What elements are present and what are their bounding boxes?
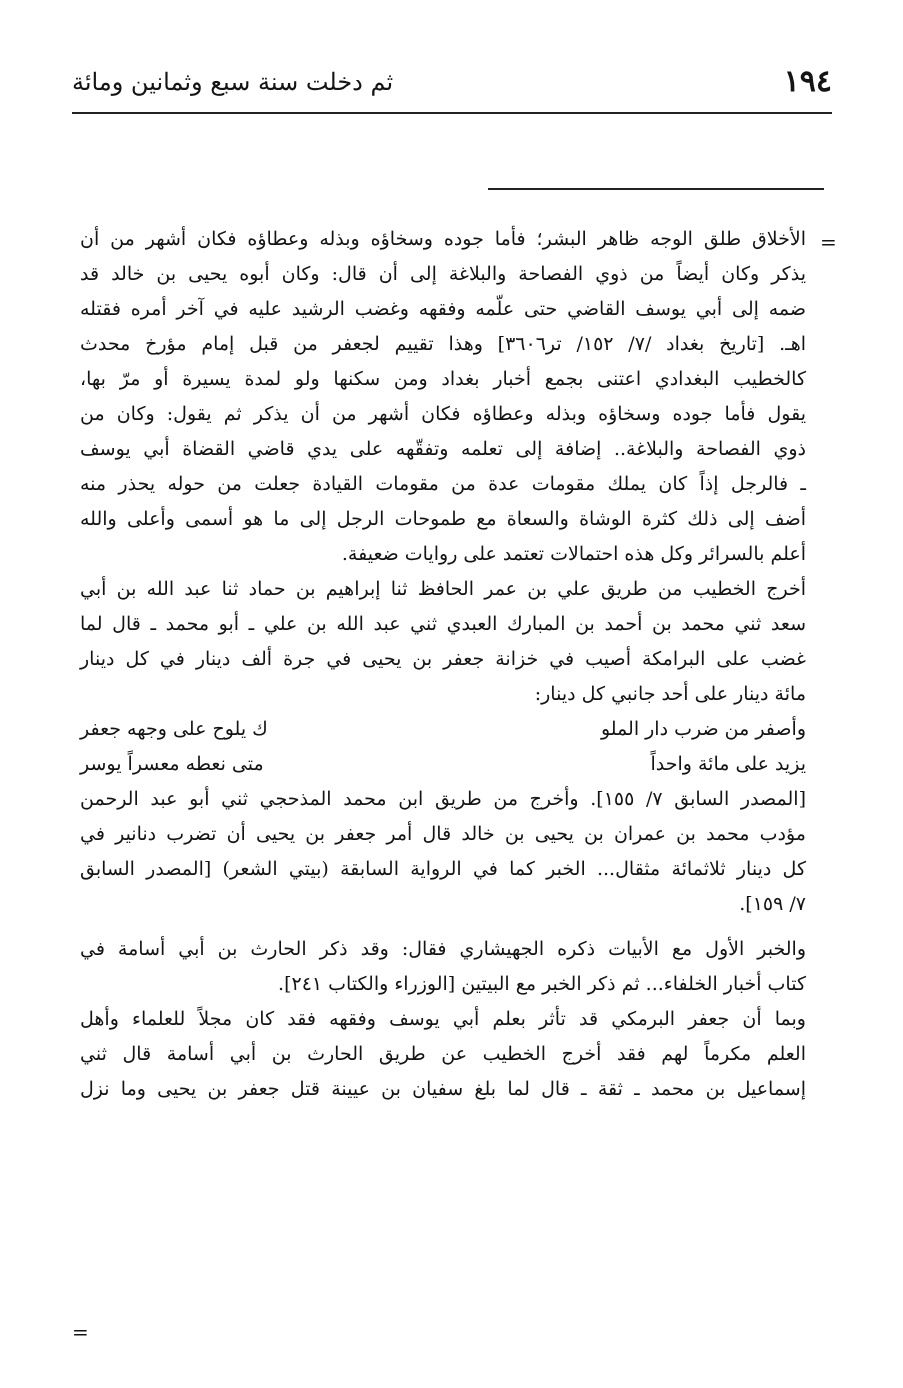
- verse-second-hemistich: ك يلوح على وجهه جعفر: [80, 718, 268, 740]
- text-line: مائة دينار على أحد جانبي كل دينار:: [534, 683, 806, 705]
- text-line: ذوي الفصاحة والبلاغة.. إضافة إلى تعلمه وتفقّهه على يدي قاضي القضاة أبي يوسف: [80, 438, 806, 460]
- text-line: كتاب أخبار الخلفاء... ثم ذكر الخبر مع البيتين [الوزراء والكتاب ٢٤١].: [278, 973, 806, 995]
- paragraph: [80, 782, 806, 922]
- text-line: أخرج الخطيب من طريق علي بن عمر الحافظ ثنا إبراهيم بن حماد ثنا عبد الله بن أبي: [80, 578, 806, 600]
- text-line: أضف إلى ذلك كثرة الوشاة والسعاة مع طموحات الرجل إلى ما هو أسمى وأعلى والله: [80, 508, 806, 530]
- page-number: ١٩٤: [783, 64, 832, 99]
- verse-second-hemistich: متى نعطه معسراً يوسر: [80, 753, 264, 775]
- paragraph: [80, 572, 806, 712]
- running-title: ثم دخلت سنة سبع وثمانين ومائة: [72, 68, 394, 96]
- header-rule: [72, 112, 832, 114]
- page-header: [72, 60, 832, 112]
- verse-first-hemistich: وأصفر من ضرب دار الملو: [600, 718, 806, 740]
- text-line: العلم مكرماً لهم فقد أخرج الخطيب عن طريق الحارث بن أبي أسامة قال ثني: [80, 1043, 806, 1065]
- continuation-mark-end: =: [72, 1320, 89, 1344]
- text-line: وبما أن جعفر البرمكي قد تأثر بعلم أبي يوسف وفقهه فقد كان مجلاً للعلماء وأهل: [80, 1008, 806, 1030]
- text-line: والخبر الأول مع الأبيات ذكره الجهيشاري فقال: وقد ذكر الحارث بن أبي أسامة في: [80, 938, 806, 960]
- continuation-mark-start: =: [820, 230, 837, 254]
- footnote-body: [80, 222, 806, 1107]
- footnote-rule: [488, 188, 824, 190]
- text-line: يقول فأما جوده وسخاؤه وبذله وعطاؤه فكان أشهر من أن يذكر ثم يقول: وكان من: [80, 403, 806, 425]
- verse-line: [80, 712, 806, 747]
- text-line: ضمه إلى أبي يوسف القاضي حتى علّمه وفقهه وغضب الرشيد عليه في آخر أمره فقتله: [80, 298, 806, 320]
- text-line: ٧/ ١٥٩].: [739, 893, 806, 915]
- text-line: مؤدب محمد بن عمران بن يحيى بن خالد قال أمر جعفر بن يحيى أن تضرب دنانير في: [80, 823, 806, 845]
- text-line: يذكر وكان أيضاً من ذوي الفصاحة والبلاغة إلى أن قال: وكان أبوه يحيى بن خالد قد: [80, 263, 806, 285]
- text-line: اهـ. [تاريخ بغداد /٧/ ١٥٢/ تر٣٦٠٦] وهذا تقييم لجعفر من قبل إمام مؤرخ محدث: [80, 333, 806, 355]
- poem: [80, 712, 806, 782]
- text-line: كل دينار ثلاثمائة مثقال... الخبر كما في الرواية السابقة (بيتي الشعر) [المصدر السابق: [80, 858, 806, 880]
- text-line: [المصدر السابق ٧/ ١٥٥]. وأخرج من طريق ابن محمد المذحجي ثني أبو عبد الرحمن: [80, 788, 806, 810]
- verse-line: [80, 747, 806, 782]
- text-line: إسماعيل بن محمد ـ ثقة ـ قال لما بلغ سفيان بن عيينة قتل جعفر بن يحيى وما نزل: [80, 1078, 806, 1100]
- paragraph: [80, 1002, 806, 1107]
- text-line: غضب على البرامكة أصيب في خزانة جعفر بن يحيى في جرة ألف دينار في كل دينار: [80, 648, 806, 670]
- text-line: الأخلاق طلق الوجه ظاهر البشر؛ فأما جوده وسخاؤه وبذله وعطاؤه فكان أشهر من أن: [80, 228, 806, 250]
- text-line: سعد ثني محمد بن أحمد بن المبارك العبدي ثني عبد الله بن علي ـ أبو محمد ـ قال لما: [80, 613, 806, 635]
- paragraph: [80, 222, 806, 572]
- text-line: ـ فالرجل إذاً كان يملك مقومات عدة من مقومات القيادة جعلت من حوله يحذر منه: [80, 473, 806, 495]
- paragraph-gap: [80, 922, 806, 932]
- verse-first-hemistich: يزيد على مائة واحداً: [650, 753, 806, 775]
- text-line: كالخطيب البغدادي اعتنى بجمع أخبار بغداد ومن سكنها ولو لمدة يسيرة أو مرّ بها،: [80, 368, 806, 390]
- text-line: أعلم بالسرائر وكل هذه احتمالات تعتمد على روايات ضعيفة.: [341, 543, 806, 565]
- paragraph: [80, 932, 806, 1002]
